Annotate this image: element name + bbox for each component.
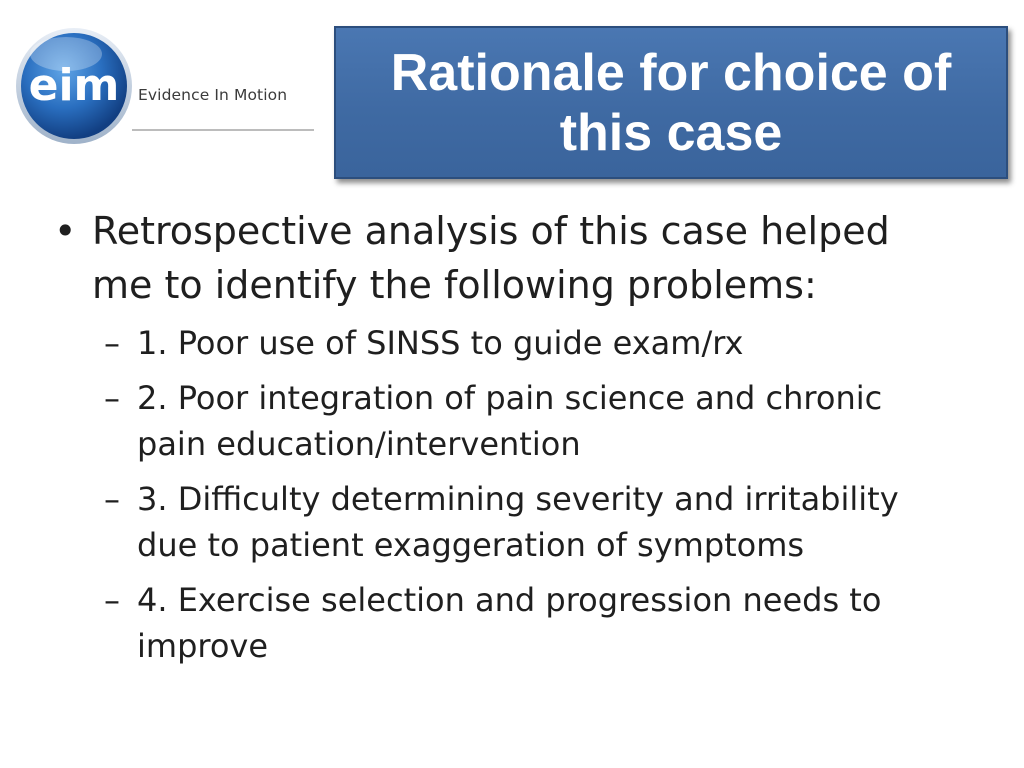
sub-bullet-item [104, 320, 927, 366]
sub-bullet-text: 3. Difficulty determining severity and irritability due to patient exaggeration of symptoms [137, 480, 899, 564]
sub-bullet-text: 2. Poor integration of pain science and chronic pain education/intervention [137, 379, 883, 463]
sub-bullet-item [104, 577, 927, 669]
main-bullet [54, 204, 904, 312]
page-title: Rationale for choice of this case [390, 43, 952, 162]
logo-wordmark: eim [28, 60, 120, 111]
sub-bullet-item [104, 375, 927, 467]
slide-content [54, 204, 954, 678]
sub-bullet-item [104, 476, 927, 568]
logo-tagline: Evidence In Motion [138, 86, 288, 104]
sub-bullet-list [54, 320, 954, 669]
dash-marker: – [104, 581, 120, 619]
main-bullet-text: Retrospective analysis of this case helped me to identify the following problems: [92, 209, 890, 307]
sub-bullet-text: 1. Poor use of SINSS to guide exam/rx [137, 324, 744, 362]
sub-bullet-text: 4. Exercise selection and progression needs to improve [137, 581, 882, 665]
bullet-marker: • [54, 209, 77, 253]
dash-marker: – [104, 379, 120, 417]
dash-marker: – [104, 480, 120, 518]
dash-marker: – [104, 324, 120, 362]
title-box [334, 26, 1008, 179]
eim-logo [14, 24, 324, 150]
